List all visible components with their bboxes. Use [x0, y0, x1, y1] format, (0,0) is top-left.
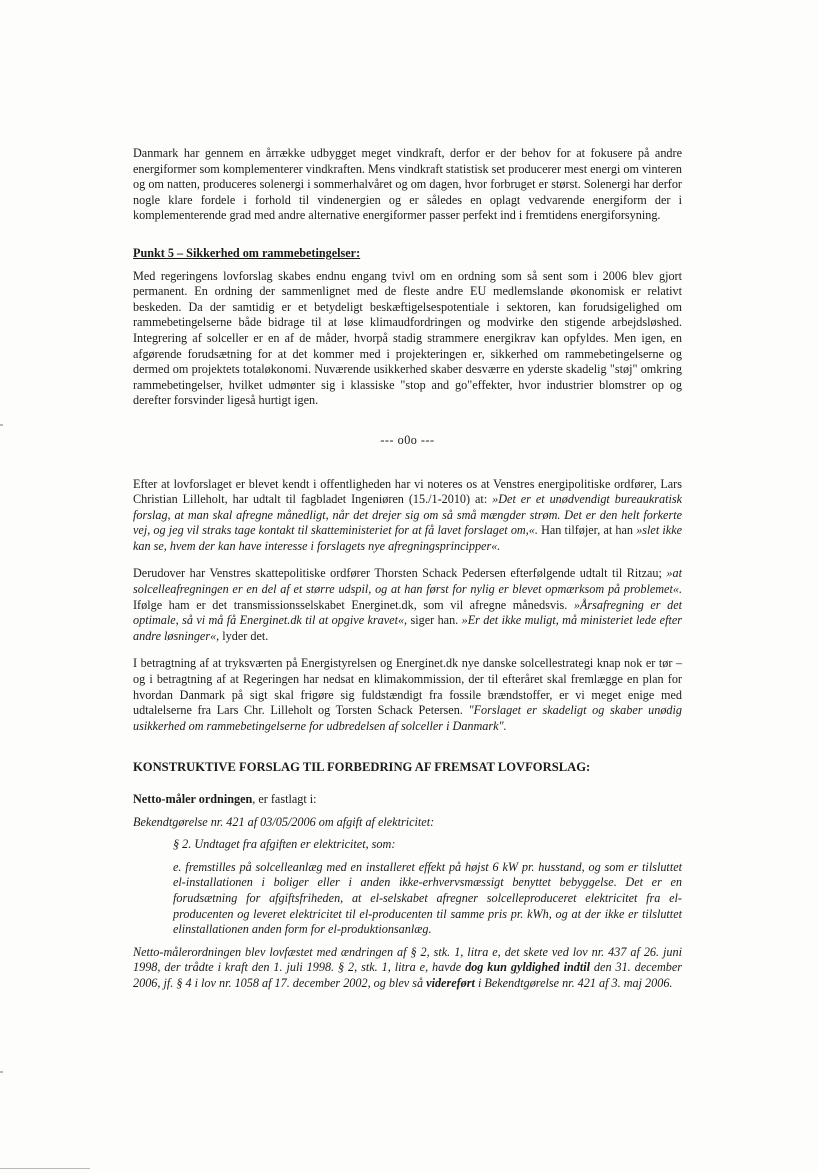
section-heading-punkt-5: Punkt 5 – Sikkerhed om rammebetingelser:: [133, 245, 361, 260]
paragraph-schack-quote: Derudover har Venstres skattepolitiske ordfører Thorsten Schack Pedersen efterfølgende udtalt til Ritzau; »at solcelleafregningen er en del af et større udspil, og at han først for nylig er blevet opmærksom på problemet«. Ifølge ham er det transmissionsselskabet Energinet.dk, som vil afregne månedsvis. »Årsafregning er det optimale, så vi må få Energinet.dk til at opgive kravet«, siger han. »Er det ikke muligt, må ministeriet lede efter andre løsninger«, lyder det.: [133, 566, 683, 643]
scan-artifact-bottom-edge: [0, 1168, 90, 1169]
paragraf-2-reference: § 2. Undtaget fra afgiften er elektricitet, som:: [173, 837, 396, 852]
netto-maler-intro: Netto-måler ordningen, er fastlagt i:: [133, 792, 317, 806]
scan-artifact-left-bottom: [0, 1071, 3, 1073]
paragraph-punkt-5: Med regeringens lovforslag skabes endnu engang tvivl om en ordning som så sent som i 2006 blev gjort permanent. En ordning der sammenlignet med de fleste andre EU medlemslande økonomisk er relativt beskeden. Da der samtidig er et betydeligt beskæftigelsespotentiale i sektoren, kan forudsigelighed om rammebetingelserne både bidrage til at løse klimaudfordringen og modvirke den stigende arbejdsløshed. Integrering af solceller er en af de måder, hvorpå stadig strammere energikrav kan opfyldes. Men igen, en afgørende forudsætning for at det kommer med i projekteringen er, sikkerhed om rammebetingelserne og dermed om projektets totaløkonomi. Nuværende usikkerhed skaber desværre en yderste skadelig "støj" omkring rammebetingelser, hvilket udmønter sig i klassiske "stop and go"effekter, hvor industrier blomstrer op og derefter forsvinder ligeså hurtigt igen.: [133, 268, 682, 408]
section-heading-konstruktive-forslag: KONSTRUKTIVE FORSLAG TIL FORBEDRING AF FREMSAT LOVFORSLAG:: [133, 760, 591, 775]
paragraph-lovfaestet: Netto-målerordningen blev lovfæstet med ændringen af § 2, stk. 1, litra e, det skete ved lov nr. 437 af 26. juni 1998, der trådte i kraft den 1. juli 1998. § 2, stk. 1, litra e, havde dog kun gyldighed indtil den 31. december 2006, jf. § 4 i lov nr. 1058 af 17. december 2002, og blev så videreført i Bekendtgørelse nr. 421 af 3. maj 2006.: [133, 944, 683, 990]
paragraph-intro: Danmark har gennem en årrække udbygget meget vindkraft, derfor er der behov for at fokusere på andre energiformer som komplementerer vindkraften. Mens vindkraft statistisk set producerer mest energi om vinteren og om natten, produceres solenergi i sommerhalvåret og om dagen, hvor forbruget er størst. Solenergi har derfor nogle klare fordele i forhold til vindenergien og er således en oplagt vedvarende energiform der i komplementerende grad med andre alternative energiformer passer perfekt ind i fremtidens energiforsyning.: [133, 146, 682, 223]
scan-artifact-left-top: [0, 424, 3, 426]
paragraph-lilleholt-quote: Efter at lovforslaget er blevet kendt i offentligheden har vi noteres os at Venstres energipolitiske ordfører, Lars Christian Lilleholt, har udtalt til fagbladet Ingeniøren (15./1-2010) at: »Det er et unødvendigt bureaukratisk forslag, at man skal afregne månedligt, når det drejer sig om så små mængder strøm. Det er den helt forkerte vej, og jeg vil straks tage kontakt til skatteministeriet for at få lavet forslaget om,«. Han tilføjer, at han »slet ikke kan se, hvem der kan have interesse i forslagets nye afregningsprincipper«.: [133, 476, 683, 553]
section-divider: --- o0o ---: [380, 432, 435, 447]
bekendtgorelse-reference: Bekendtgørelse nr. 421 af 03/05/2006 om afgift af elektricitet:: [133, 814, 435, 829]
litra-e-text: e. fremstilles på solcelleanlæg med en installeret effekt på højst 6 kW pr. husstand, og som er tilsluttet el-installationen i boliger eller i anden ikke-erhvervsmæssigt benyttet bebyggelse. Det er en forudsætning for afgiftsfriheden, at el-selskabet afregner solcelleproduceret elektricitet fra el-producenten og leveret elektricitet til el-producenten til samme pris pr. kWh, og at der ikke er tilsluttet elinstallationen anden form for el-produktionsanlæg.: [173, 859, 682, 937]
paragraph-betragtning: I betragtning af at tryksværten på Energistyrelsen og Energinet.dk nye danske solcellestrategi knap nok er tør – og i betragtning af at Regeringen har nedsat en klimakommission, der til efteråret skal fremlægge en plan for hvordan Danmark på sigt skal frigøre sig fuldstændigt fra fossile brændstoffer, er vi meget enige med udtalelserne fra Lars Chr. Lilleholt og Torsten Schack Petersen. "Forslaget er skadeligt og skaber unødig usikkerhed om rammebetingelserne for udbredelsen af solceller i Danmark".: [133, 656, 682, 733]
document-body: [133, 146, 682, 992]
